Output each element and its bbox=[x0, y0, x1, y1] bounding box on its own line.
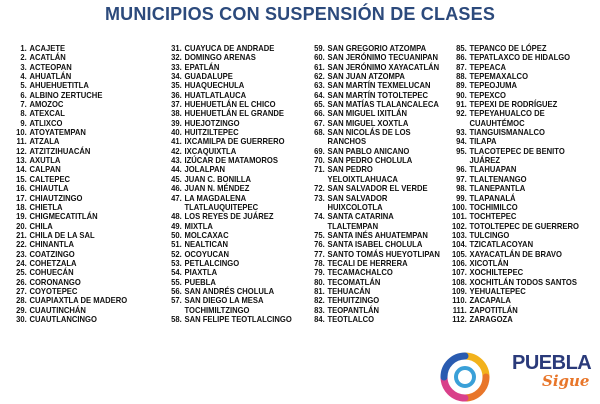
item-number: 10. bbox=[16, 127, 27, 138]
item-name: TECAMACHALCO bbox=[327, 267, 393, 278]
item-number: 63. bbox=[314, 80, 325, 91]
item-name: TOCHTEPEC bbox=[469, 211, 517, 222]
item-name: ZAPOTITLÁN bbox=[469, 304, 518, 315]
item-number: 84. bbox=[314, 313, 325, 324]
item-number: 18. bbox=[16, 201, 27, 212]
item-name: AXUTLA bbox=[29, 155, 61, 166]
item-number: 35. bbox=[171, 80, 182, 91]
item-number: 11. bbox=[16, 136, 27, 147]
item-name: TECALI DE HERRERA bbox=[327, 257, 408, 268]
list-item bbox=[167, 315, 292, 324]
item-number: 111. bbox=[452, 304, 467, 315]
item-name: SAN MIGUEL XOXTLA bbox=[327, 117, 409, 128]
puebla-sigue-logo bbox=[438, 348, 598, 400]
item-name: HUEJOTZINGO bbox=[184, 117, 240, 128]
item-name: SANTA INÉS AHUATEMPAN bbox=[327, 229, 428, 240]
item-name: TEPEXCO bbox=[469, 89, 506, 100]
item-name: TEOTLALCO bbox=[327, 313, 375, 324]
item-number: 39. bbox=[171, 117, 182, 128]
item-name: ATZALA bbox=[29, 136, 60, 147]
item-number: 79. bbox=[314, 267, 325, 278]
item-number: 52. bbox=[171, 248, 182, 259]
item-number: 37. bbox=[171, 99, 182, 110]
item-number: 112. bbox=[452, 313, 467, 324]
item-number: 91. bbox=[456, 99, 467, 110]
item-name: CUAYUCA DE ANDRADE bbox=[184, 43, 275, 53]
item-name: TILAPA bbox=[469, 136, 497, 147]
item-number: 40. bbox=[171, 127, 182, 138]
item-name: TEPEOJUMA bbox=[469, 80, 517, 91]
item-name: TOCHIMILCO bbox=[469, 201, 518, 212]
item-number: 81. bbox=[314, 285, 325, 296]
item-number: 47. bbox=[171, 192, 182, 203]
item-number: 70. bbox=[314, 155, 325, 166]
list-column-2 bbox=[167, 44, 303, 324]
item-name: SAN PEDRO bbox=[327, 164, 373, 175]
item-name: SAN JUAN ATZOMPA bbox=[327, 71, 405, 82]
item-number: 57. bbox=[171, 295, 182, 306]
item-name: IXCAMILPA DE GUERRERO bbox=[184, 136, 285, 147]
item-name: SAN MARTÍN TEXMELUCAN bbox=[327, 80, 431, 91]
item-number: 43. bbox=[171, 155, 182, 166]
item-name: SAN PEDRO CHOLULA bbox=[327, 155, 413, 166]
item-name: COYOTEPEC bbox=[29, 285, 78, 296]
list-column-1 bbox=[12, 44, 137, 324]
item-number: 103. bbox=[452, 229, 467, 240]
item-name: TLATLAUQUITEPEC bbox=[184, 201, 259, 212]
item-name: CHILA bbox=[29, 220, 53, 231]
item-name: ACAJETE bbox=[29, 43, 66, 53]
item-name: ATEXCAL bbox=[29, 108, 65, 119]
item-name: XOCHITLÁN TODOS SANTOS bbox=[469, 276, 577, 287]
item-number: 21. bbox=[16, 229, 27, 240]
item-number: 42. bbox=[171, 145, 182, 156]
item-number: 107. bbox=[452, 267, 467, 278]
item-name: TZICATLACOYAN bbox=[469, 239, 534, 250]
item-name: EPATLÁN bbox=[184, 61, 220, 72]
item-number: 98. bbox=[456, 183, 467, 194]
item-name: TEPATLAXCO DE HIDALGO bbox=[469, 52, 571, 63]
item-name: CORONANGO bbox=[29, 276, 81, 287]
item-name: TOTOLTEPEC DE GUERRERO bbox=[469, 220, 579, 231]
item-name: SAN MATÍAS TLALANCALECA bbox=[327, 99, 439, 110]
item-name: TOCHIMILTZINGO bbox=[184, 304, 250, 315]
item-number: 32. bbox=[171, 52, 182, 63]
item-name: HUIXCOLOTLA bbox=[327, 201, 383, 212]
item-number: 50. bbox=[171, 229, 182, 240]
item-number: 61. bbox=[314, 61, 325, 72]
item-number: 12. bbox=[16, 145, 27, 156]
municipality-list bbox=[0, 44, 600, 344]
item-number: 96. bbox=[456, 164, 467, 175]
item-number: 95. bbox=[456, 145, 467, 156]
item-number: 44. bbox=[171, 164, 182, 175]
item-name: CHIETLA bbox=[29, 201, 63, 212]
item-name: TULCINGO bbox=[469, 229, 510, 240]
item-number: 25. bbox=[16, 267, 27, 278]
item-number: 34. bbox=[171, 71, 182, 82]
item-number: 7. bbox=[20, 99, 27, 110]
list-column-3 bbox=[310, 44, 451, 324]
item-name: ACTEOPAN bbox=[29, 61, 72, 72]
item-number: 69. bbox=[314, 145, 325, 156]
item-number: 106. bbox=[452, 257, 467, 268]
item-name: HUEHUETLÁN EL GRANDE bbox=[184, 108, 284, 119]
item-name: SAN NICOLÁS DE LOS bbox=[327, 127, 411, 138]
item-name: XAYACATLÁN DE BRAVO bbox=[469, 248, 562, 259]
item-number: 30. bbox=[16, 313, 27, 324]
item-name: AHUATLÁN bbox=[29, 71, 72, 82]
list-item bbox=[12, 315, 127, 324]
item-number: 100. bbox=[452, 201, 467, 212]
item-name: MIXTLA bbox=[184, 220, 213, 231]
item-name: ZACAPALA bbox=[469, 295, 511, 306]
item-number: 59. bbox=[314, 43, 325, 53]
item-name: TEPANCO DE LÓPEZ bbox=[469, 43, 547, 53]
item-name: TECOMATLÁN bbox=[327, 276, 381, 287]
item-number: 23. bbox=[16, 248, 27, 259]
item-number: 26. bbox=[16, 276, 27, 287]
item-name: CHIGMECATITLÁN bbox=[29, 211, 98, 222]
item-number: 110. bbox=[452, 295, 467, 306]
item-number: 29. bbox=[16, 304, 27, 315]
item-name: TLALTEMPAN bbox=[327, 220, 379, 231]
item-name: COHETZALA bbox=[29, 257, 77, 268]
item-number: 27. bbox=[16, 285, 27, 296]
item-number: 31. bbox=[171, 43, 182, 53]
item-number: 92. bbox=[456, 108, 467, 119]
item-name: ALBINO ZERTUCHE bbox=[29, 89, 103, 100]
item-number: 68. bbox=[314, 127, 325, 138]
item-name: CALTEPEC bbox=[29, 173, 71, 184]
item-number: 102. bbox=[452, 220, 467, 231]
item-number: 33. bbox=[171, 61, 182, 72]
item-name: PIAXTLA bbox=[184, 267, 218, 278]
item-name: SAN JERÓNIMO XAYACATLÁN bbox=[327, 61, 440, 72]
item-name: TLALTENANGO bbox=[469, 173, 527, 184]
item-name: SAN ANDRÉS CHOLULA bbox=[184, 285, 275, 296]
item-name: ZARAGOZA bbox=[469, 313, 513, 324]
item-name: MOLCAXAC bbox=[184, 229, 229, 240]
item-name: CUAUHTÉMOC bbox=[469, 117, 525, 128]
item-name: IXCAQUIXTLA bbox=[184, 145, 237, 156]
item-number: 6. bbox=[20, 89, 27, 100]
item-name: TLANEPANTLA bbox=[469, 183, 526, 194]
item-name: IZÚCAR DE MATAMOROS bbox=[184, 155, 278, 166]
item-number: 51. bbox=[171, 239, 182, 250]
item-number: 55. bbox=[171, 276, 182, 287]
item-number: 83. bbox=[314, 304, 325, 315]
list-item bbox=[310, 315, 440, 324]
item-name: CUAUTINCHÁN bbox=[29, 304, 86, 315]
item-name: SAN MIGUEL IXITLÁN bbox=[327, 108, 408, 119]
item-number: 49. bbox=[171, 220, 182, 231]
item-name: JUÁREZ bbox=[469, 155, 501, 166]
item-name: NEALTICAN bbox=[184, 239, 229, 250]
item-name: SAN SALVADOR bbox=[327, 192, 388, 203]
item-name: YELOIXTLAHUACA bbox=[327, 173, 398, 184]
item-number: 20. bbox=[16, 220, 27, 231]
item-name: ATZITZIHUACÁN bbox=[29, 145, 91, 156]
item-name: LOS REYES DE JUÁREZ bbox=[184, 211, 274, 222]
item-name: TIANGUISMANALCO bbox=[469, 127, 545, 138]
item-number: 82. bbox=[314, 295, 325, 306]
item-number: 58. bbox=[171, 313, 182, 324]
item-name: CHINANTLA bbox=[29, 239, 75, 250]
item-name: CHIAUTLA bbox=[29, 183, 69, 194]
item-name: ATOYATEMPAN bbox=[29, 127, 86, 138]
item-number: 93. bbox=[456, 127, 467, 138]
item-name: CUAPIAXTLA DE MADERO bbox=[29, 295, 128, 306]
item-number: 65. bbox=[314, 99, 325, 110]
item-name: SAN PABLO ANICANO bbox=[327, 145, 410, 156]
item-name: JUAN C. BONILLA bbox=[184, 173, 252, 184]
item-number: 17. bbox=[16, 192, 27, 203]
item-name: CUAUTLANCINGO bbox=[29, 313, 97, 324]
item-name: SAN DIEGO LA MESA bbox=[184, 295, 264, 306]
item-number: 64. bbox=[314, 89, 325, 100]
item-number: 14. bbox=[16, 164, 27, 175]
item-name: TEPEXI DE RODRÍGUEZ bbox=[469, 99, 558, 110]
item-number: 88. bbox=[456, 71, 467, 82]
item-number: 66. bbox=[314, 108, 325, 119]
item-name: RANCHOS bbox=[327, 136, 367, 147]
item-number: 24. bbox=[16, 257, 27, 268]
item-name: TLAHUAPAN bbox=[469, 164, 517, 175]
item-number: 90. bbox=[456, 89, 467, 100]
item-name: CHILA DE LA SAL bbox=[29, 229, 95, 240]
item-name: PETLALCINGO bbox=[184, 257, 240, 268]
list-item bbox=[452, 315, 579, 324]
item-name: HUATLATLAUCA bbox=[184, 89, 247, 100]
item-name: DOMINGO ARENAS bbox=[184, 52, 256, 63]
item-number: 19. bbox=[16, 211, 27, 222]
item-number: 89. bbox=[456, 80, 467, 91]
item-number: 105. bbox=[452, 248, 467, 259]
item-name: ACATLÁN bbox=[29, 52, 66, 63]
item-number: 72. bbox=[314, 183, 325, 194]
item-number: 75. bbox=[314, 229, 325, 240]
item-number: 28. bbox=[16, 295, 27, 306]
item-name: ATLIXCO bbox=[29, 117, 63, 128]
logo-ring-icon bbox=[438, 350, 492, 404]
item-number: 9. bbox=[20, 117, 27, 128]
item-number: 80. bbox=[314, 276, 325, 287]
item-number: 41. bbox=[171, 136, 182, 147]
item-name: SAN SALVADOR EL VERDE bbox=[327, 183, 428, 194]
item-number: 22. bbox=[16, 239, 27, 250]
item-name: JOLALPAN bbox=[184, 164, 226, 175]
item-number: 97. bbox=[456, 173, 467, 184]
item-name: GUADALUPE bbox=[184, 71, 233, 82]
item-number: 4. bbox=[20, 71, 27, 82]
item-number: 60. bbox=[314, 52, 325, 63]
item-number: 67. bbox=[314, 117, 325, 128]
item-name: HUEHUETLÁN EL CHICO bbox=[184, 99, 276, 110]
item-name: SANTA ISABEL CHOLULA bbox=[327, 239, 423, 250]
item-number: 2. bbox=[20, 52, 27, 63]
page-title: MUNICIPIOS CON SUSPENSIÓN DE CLASES bbox=[104, 4, 496, 24]
item-number: 13. bbox=[16, 155, 27, 166]
item-name: TEHUACÁN bbox=[327, 285, 371, 296]
item-number: 77. bbox=[314, 248, 325, 259]
item-number: 94. bbox=[456, 136, 467, 147]
item-number: 85. bbox=[456, 43, 467, 53]
item-number: 16. bbox=[16, 183, 27, 194]
item-name: AMOZOC bbox=[29, 99, 64, 110]
item-name: SANTA CATARINA bbox=[327, 211, 394, 222]
item-number: 86. bbox=[456, 52, 467, 63]
item-name: SAN JERÓNIMO TECUANIPAN bbox=[327, 52, 439, 63]
item-name: SANTO TOMÁS HUEYOTLIPAN bbox=[327, 248, 440, 259]
item-name: CALPAN bbox=[29, 164, 61, 175]
item-name: SAN MARTÍN TOTOLTEPEC bbox=[327, 89, 428, 100]
item-number: 109. bbox=[452, 285, 467, 296]
item-name: TLAPANALÁ bbox=[469, 192, 516, 203]
item-number: 78. bbox=[314, 257, 325, 268]
item-name: COATZINGO bbox=[29, 248, 75, 259]
item-number: 53. bbox=[171, 257, 182, 268]
item-number: 74. bbox=[314, 211, 325, 222]
item-number: 76. bbox=[314, 239, 325, 250]
item-name: YEHUALTEPEC bbox=[469, 285, 526, 296]
item-number: 46. bbox=[171, 183, 182, 194]
item-name: OCOYUCAN bbox=[184, 248, 230, 259]
item-number: 62. bbox=[314, 71, 325, 82]
item-name: COHUECÁN bbox=[29, 267, 74, 278]
item-name: HUITZILTEPEC bbox=[184, 127, 239, 138]
item-name: TEHUITZINGO bbox=[327, 295, 380, 306]
item-number: 87. bbox=[456, 61, 467, 72]
item-number: 71. bbox=[314, 164, 325, 175]
item-number: 15. bbox=[16, 173, 27, 184]
item-name: TEPEYAHUALCO DE bbox=[469, 108, 545, 119]
item-number: 56. bbox=[171, 285, 182, 296]
item-name: AHUEHUETITLA bbox=[29, 80, 89, 91]
item-number: 99. bbox=[456, 192, 467, 203]
item-number: 101. bbox=[452, 211, 467, 222]
item-name: CHIAUTZINGO bbox=[29, 192, 83, 203]
item-number: 1. bbox=[20, 43, 27, 53]
item-number: 8. bbox=[20, 108, 27, 119]
item-number: 3. bbox=[20, 61, 27, 72]
item-name: TEOPANTLÁN bbox=[327, 304, 380, 315]
item-name: SAN FELIPE TEOTLALCINGO bbox=[184, 313, 292, 324]
item-name: XICOTLÁN bbox=[469, 257, 509, 268]
item-name: TLACOTEPEC DE BENITO bbox=[469, 145, 565, 156]
item-number: 5. bbox=[20, 80, 27, 91]
logo-word-sigue: Sigue bbox=[542, 372, 590, 390]
logo-word-puebla: PUEBLA bbox=[512, 352, 592, 374]
item-number: 73. bbox=[314, 192, 325, 203]
list-column-4 bbox=[452, 44, 590, 324]
item-number: 108. bbox=[452, 276, 467, 287]
item-name: LA MAGDALENA bbox=[184, 192, 247, 203]
item-number: 54. bbox=[171, 267, 182, 278]
item-number: 36. bbox=[171, 89, 182, 100]
item-name: PUEBLA bbox=[184, 276, 216, 287]
item-name: SAN GREGORIO ATZOMPA bbox=[327, 43, 427, 53]
item-number: 38. bbox=[171, 108, 182, 119]
item-number: 48. bbox=[171, 211, 182, 222]
item-name: TEPEACA bbox=[469, 61, 506, 72]
item-name: HUAQUECHULA bbox=[184, 80, 245, 91]
item-number: 104. bbox=[452, 239, 467, 250]
item-name: TEPEMAXALCO bbox=[469, 71, 529, 82]
item-name: JUAN N. MÉNDEZ bbox=[184, 183, 250, 194]
item-number: 45. bbox=[171, 173, 182, 184]
item-name: XOCHILTEPEC bbox=[469, 267, 524, 278]
